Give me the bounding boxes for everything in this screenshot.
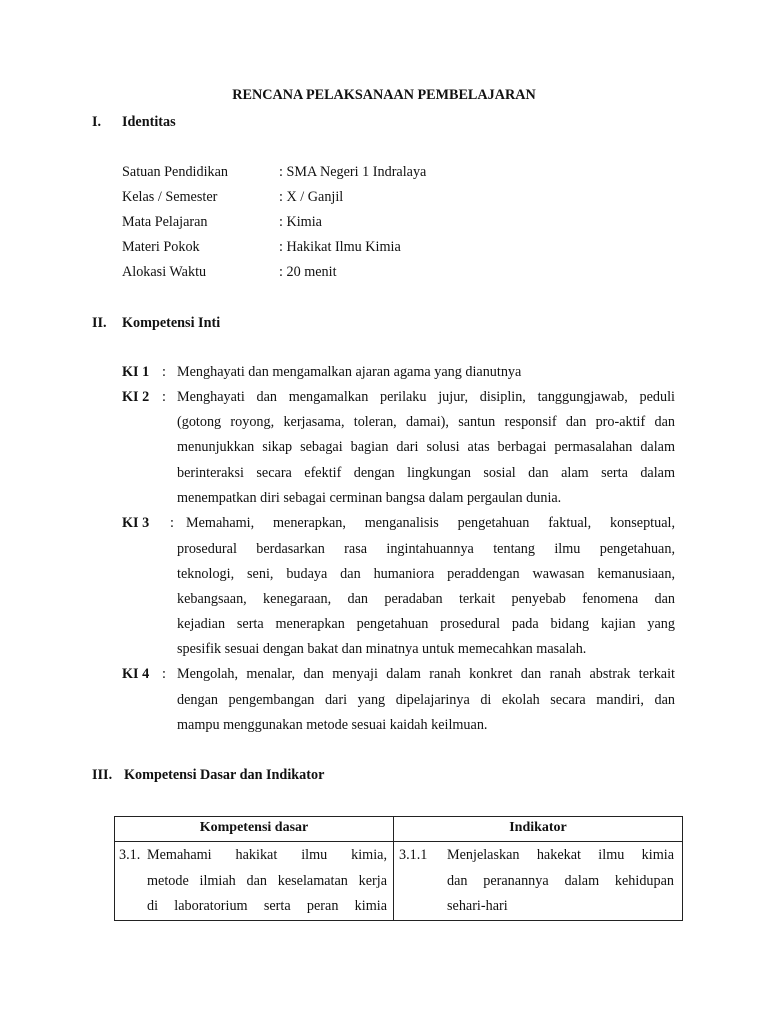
identitas-label: Mata Pelajaran [122, 214, 208, 230]
kd-cell [115, 842, 394, 921]
identitas-label: Satuan Pendidikan [122, 164, 228, 180]
ki-4-separator: : [162, 666, 166, 682]
section-3-title: Kompetensi Dasar dan Indikator [124, 767, 325, 783]
ki-2-line: (gotong royong, kerjasama, toleran, damai), santun responsif dan pro-aktif dan [177, 414, 675, 430]
ki-3-line: prosedural berdasarkan rasa ingintahuannya tentang ilmu pengetahuan, [177, 541, 675, 557]
identitas-value: : Kimia [279, 214, 322, 230]
identitas-value: : X / Ganjil [279, 189, 344, 205]
section-2-title: Kompetensi Inti [122, 315, 221, 331]
ki-3-line: kejadian serta menerapkan pengetahuan prosedural pada bidang kajian yang [177, 616, 675, 632]
table-header-kompetensi: Kompetensi dasar [115, 817, 394, 842]
ki-2-separator: : [162, 389, 166, 405]
indikator-cell [394, 842, 683, 921]
indikator-line: Menjelaskan hakekat ilmu kimia [447, 847, 674, 863]
table-header-row [115, 817, 683, 842]
identitas-label: Kelas / Semester [122, 189, 218, 205]
ki-2-line: menempatkan diri sebagai cerminan bangsa dalam pergaulan dunia. [177, 490, 562, 506]
ki-1-separator: : [162, 364, 166, 380]
ki-3-line: kebangsaan, kenegaraan, dan peradaban terkait penyebab fenomena dan [177, 591, 675, 607]
identitas-label: Alokasi Waktu [122, 264, 207, 280]
ki-2-line: Menghayati dan mengamalkan perilaku jujur, disiplin, tanggungjawab, peduli [177, 389, 675, 405]
ki-3-separator: : [170, 515, 174, 531]
section-1-number: I. [92, 114, 102, 130]
ki-3-label: KI 3 [122, 515, 150, 531]
ki-2-line: menunjukkan sikap sebagai bagian dari solusi atas berbagai permasalahan dalam [177, 439, 675, 455]
indikator-line: dan peranannya dalam kehidupan [447, 873, 674, 889]
ki-4-line: dengan pengembangan dari yang dipelajarinya di ekolah secara mandiri, dan [177, 692, 675, 708]
section-2-number: II. [92, 315, 107, 331]
identitas-value: : SMA Negeri 1 Indralaya [279, 164, 427, 180]
identitas-value: : 20 menit [279, 264, 337, 280]
ki-3-line: teknologi, seni, budaya dan humaniora peraddengan wawasan kemanusiaan, [177, 566, 675, 582]
indikator-number: 3.1.1 [399, 847, 428, 863]
section-1-title: Identitas [122, 114, 176, 130]
kd-line: metode ilmiah dan keselamatan kerja [147, 873, 387, 889]
ki-2-line: berinteraksi secara efektif dengan lingkungan sosial dan alam serta dalam [177, 465, 675, 481]
ki-4-line: Mengolah, menalar, dan menyaji dalam ranah konkret dan ranah abstrak terkait [177, 666, 675, 682]
ki-4-label: KI 4 [122, 666, 150, 682]
ki-3-line: spesifik sesuai dengan bakat dan minatnya untuk memecahkan masalah. [177, 641, 587, 657]
identitas-value: : Hakikat Ilmu Kimia [279, 239, 401, 255]
table-header-indikator: Indikator [394, 817, 683, 842]
ki-1-text: Menghayati dan mengamalkan ajaran agama yang dianutnya [177, 364, 522, 380]
kd-line: di laboratorium serta peran kimia [147, 898, 387, 914]
ki-3-line: Memahami, menerapkan, menganalisis pengetahuan faktual, konseptual, [186, 515, 675, 531]
identitas-label: Materi Pokok [122, 239, 200, 255]
table-row [115, 842, 683, 921]
kd-number: 3.1. [119, 847, 141, 863]
ki-1-label: KI 1 [122, 364, 150, 380]
ki-4-line: mampu menggunakan metode sesuai kaidah keilmuan. [177, 717, 488, 733]
page-title: RENCANA PELAKSANAAN PEMBELAJARAN [232, 87, 536, 103]
indikator-line: sehari-hari [447, 898, 508, 914]
kd-line: Memahami hakikat ilmu kimia, [147, 847, 387, 863]
ki-2-label: KI 2 [122, 389, 150, 405]
kompetensi-table [114, 816, 683, 921]
section-3-number: III. [92, 767, 113, 783]
